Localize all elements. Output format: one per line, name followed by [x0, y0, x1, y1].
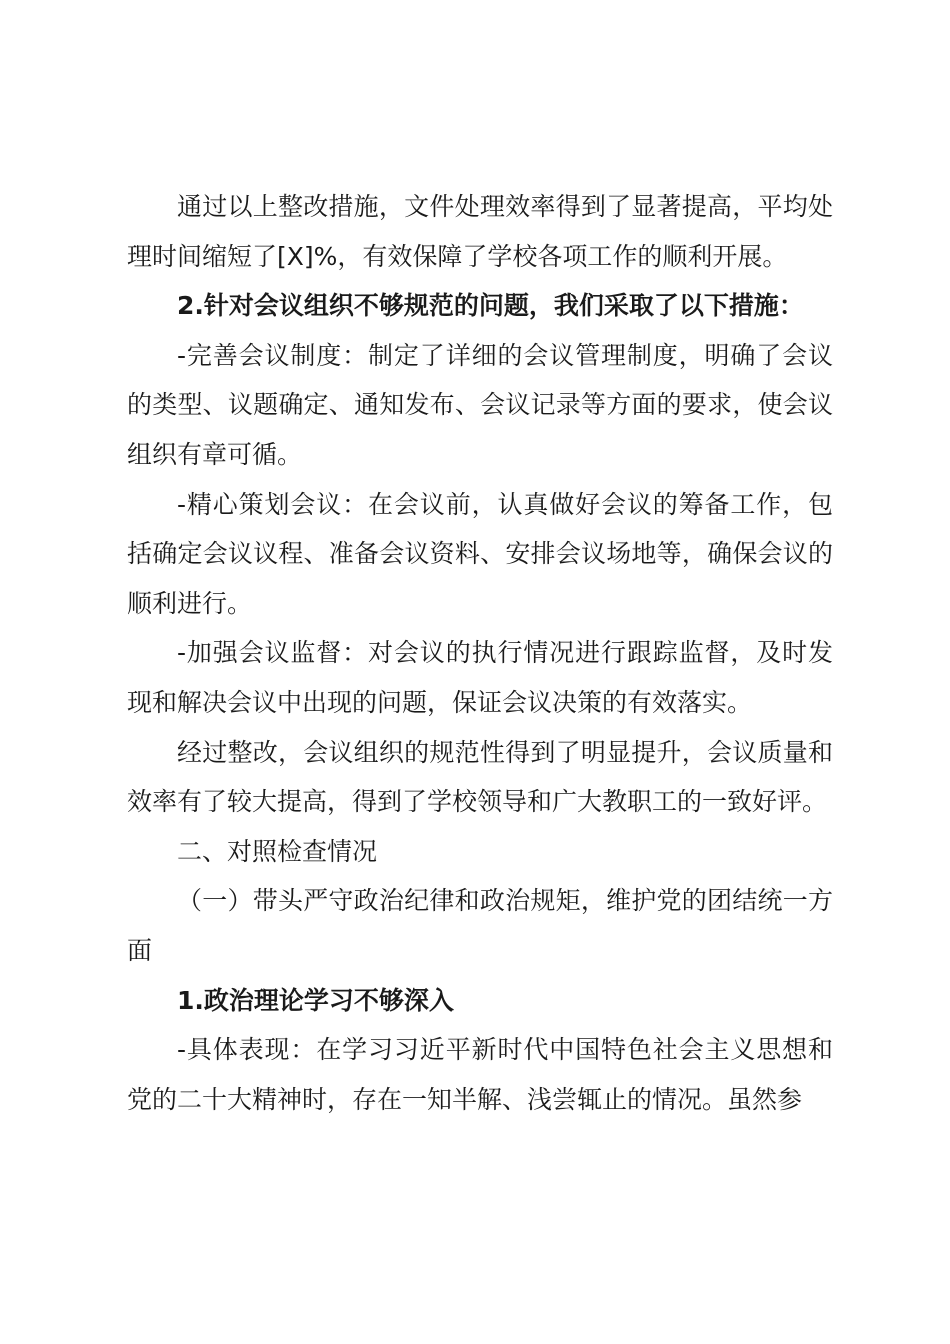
paragraph-improve-meeting-system: -完善会议制度：制定了详细的会议管理制度，明确了会议的类型、议题确定、通知发布、会议记录等方面的要求，使会议组织有章可循。 — [127, 340, 833, 469]
subsection-heading-discipline: （一）带头严守政治纪律和政治规矩，维护党的团结统一方面 — [127, 886, 833, 965]
document-body — [127, 182, 833, 1124]
heading-theory-study: 1.政治理论学习不够深入 — [177, 985, 454, 1015]
paragraph-meeting-result: 经过整改，会议组织的规范性得到了明显提升，会议质量和效率有了较大提高，得到了学校领导和广大教职工的一致好评。 — [127, 737, 833, 817]
section-heading-inspection: 二、对照检查情况 — [177, 836, 378, 866]
paragraph-specific-performance: -具体表现：在学习习近平新时代中国特色社会主义思想和党的二十大精神时，存在一知半解、浅尝辄止的情况。虽然参 — [127, 1035, 833, 1114]
paragraph-rectification-result: 通过以上整改措施，文件处理效率得到了显著提高，平均处理时间缩短了[X]%，有效保障了学校各项工作的顺利开展。 — [127, 192, 833, 271]
heading-meeting-measures: 2.针对会议组织不够规范的问题，我们采取了以下措施： — [177, 291, 804, 321]
paragraph-plan-meetings: -精心策划会议：在会议前，认真做好会议的筹备工作，包括确定会议议程、准备会议资料、安排会议场地等，确保会议的顺利进行。 — [127, 489, 833, 618]
paragraph-meeting-supervision: -加强会议监督：对会议的执行情况进行跟踪监督，及时发现和解决会议中出现的问题，保证会议决策的有效落实。 — [127, 638, 833, 717]
